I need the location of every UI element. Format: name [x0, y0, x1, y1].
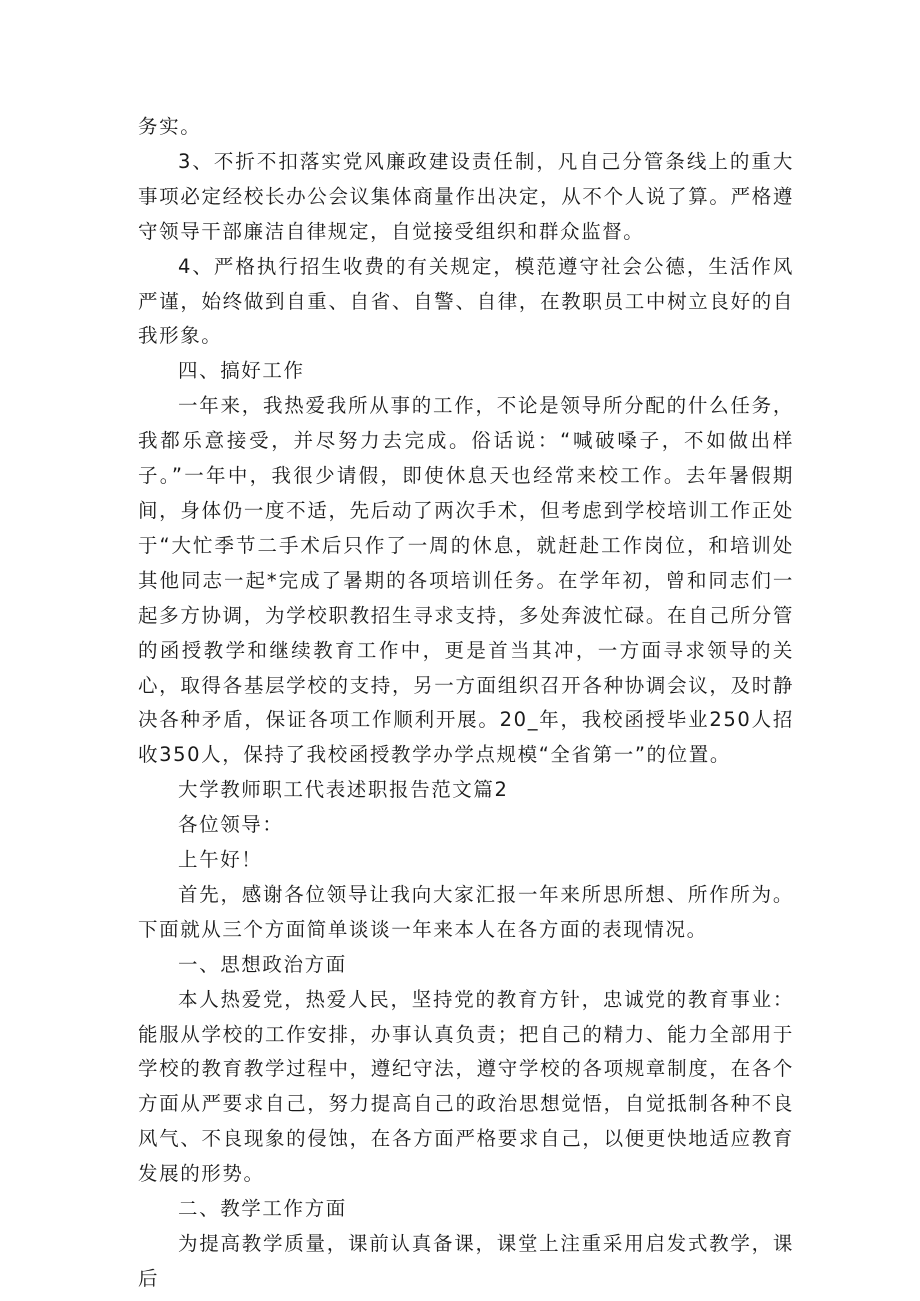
paragraph-item-3: 3、不折不扣落实党风廉政建设责任制，凡自己分管条线上的重大事项必定经校长办公会议集体商量作出决定，从不个人说了算。严格遵守领导干部廉洁自律规定，自觉接受组织和群众监督。 [138, 149, 794, 243]
document-body [138, 110, 794, 1297]
paragraph-teaching: 为提高教学质量，课前认真备课，课堂上注重采用启发式教学，课后 [138, 1232, 794, 1290]
paragraph-item-4: 4、严格执行招生收费的有关规定，模范遵守社会公德，生活作风严谨，始终做到自重、自省、自警、自律，在教职员工中树立良好的自我形象。 [138, 254, 794, 348]
article-title: 大学教师职工代表述职报告范文篇2 [178, 778, 509, 802]
section-heading-1: 一、思想政治方面 [178, 952, 347, 976]
section-heading-4: 四、搞好工作 [178, 359, 305, 383]
greeting: 上午好！ [178, 848, 263, 872]
paragraph-work-summary: 一年来，我热爱我所从事的工作，不论是领导所分配的什么任务，我都乐意接受，并尽努力去完成。俗话说：“喊破嗓子，不如做出样子。”一年中，我很少请假，即使休息天也经常来校工作。去年暑假期间，身体仍一度不适，先后动了两次手术，但考虑到学校培训工作正处于“大忙季节二手术后只作了一周的休息，就赶赴工作岗位，和培训处其他同志一起*完成了暑期的各项培训任务。在学年初，曾和同志们一起多方协调，为学校职教招生寻求支持，多处奔波忙碌。在自己所分管的函授教学和继续教育工作中，更是首当其冲，一方面寻求领导的关心，取得各基层学校的支持，另一方面组织召开各种协调会议，及时静决各种矛盾，保证各项工作顺利开展。20_年，我校函授毕业250人招收350人，保持了我校函授教学办学点规模“全省第一”的位置。 [138, 394, 794, 767]
salutation: 各位领导： [178, 813, 284, 837]
section-heading-2: 二、教学工作方面 [178, 1197, 347, 1221]
paragraph-continuation: 务实。 [138, 115, 202, 138]
paragraph-political: 本人热爱党，热爱人民，坚持党的教育方针，忠诚党的教育事业：能服从学校的工作安排，办事认真负责；把自己的精力、能力全部用于学校的教育教学过程中，遵纪守法，遵守学校的各项规章制度，在各个方面从严要求自己，努力提高自己的政治思想觉悟，自觉抵制各种不良风气、不良现象的侵蚀，在各方面严格要求自己，以便更快地适应教育发展的形势。 [138, 987, 794, 1186]
paragraph-intro: 首先，感谢各位领导让我向大家汇报一年来所思所想、所作所为。下面就从三个方面简单谈谈一年来本人在各方面的表现情况。 [138, 882, 794, 941]
